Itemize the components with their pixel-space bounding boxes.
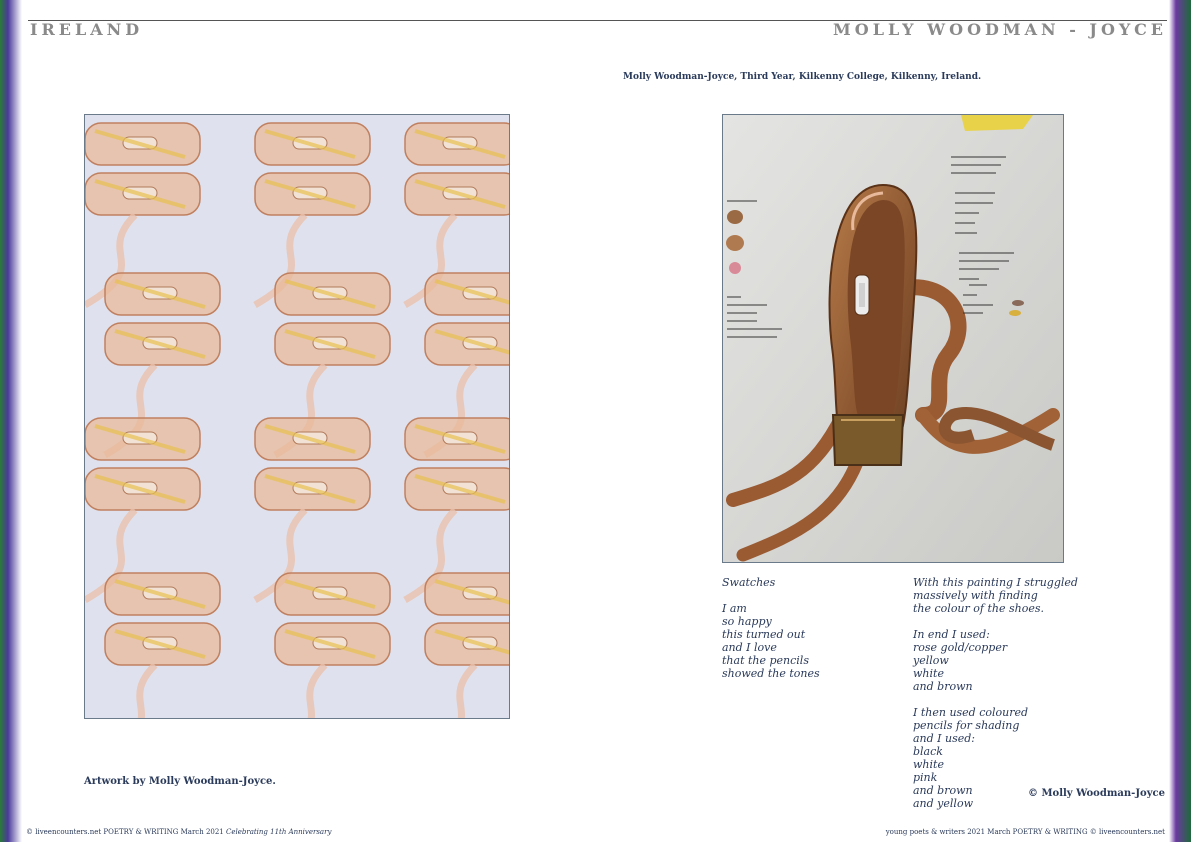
- poem-right-column: With this painting I struggled massively with finding the colour of the shoes. In end I used: rose gold/copper yellow white and brown I then used coloured pencils for shading and I used: black white pink and brown and yellow: [913, 576, 1078, 810]
- footer-left-main: © liveencounters.net POETRY & WRITING March 2021: [26, 828, 226, 836]
- artwork-pointe-shoes-pattern: [84, 114, 510, 719]
- pointe-shoe-sketch: [105, 273, 220, 315]
- footer-right: young poets & writers 2021 March POETRY & WRITING © liveencounters.net: [885, 828, 1165, 836]
- copyright-notice: © Molly Woodman-Joyce: [1027, 788, 1165, 799]
- pointe-shoe-sketch: [405, 123, 509, 165]
- pointe-shoe-sketch: [85, 173, 200, 215]
- pointe-shoe-sketch: [275, 323, 390, 365]
- magazine-page: [22, 0, 1169, 842]
- pointe-shoe-sketch: [85, 468, 200, 510]
- pointe-shoe-sketch: [275, 273, 390, 315]
- pointe-shoe-sketch: [405, 173, 509, 215]
- pointe-shoe-sketch: [105, 573, 220, 615]
- author-caption: Molly Woodman-Joyce, Third Year, Kilkenny College, Kilkenny, Ireland.: [623, 72, 982, 82]
- pointe-shoe-sketch: [105, 323, 220, 365]
- pointe-shoe-sketch: [255, 173, 370, 215]
- pointe-shoe-sketch: [85, 418, 200, 460]
- pointe-shoe-sketch: [425, 273, 509, 315]
- footer-left: [26, 828, 331, 836]
- section-title: IRELAND: [30, 20, 144, 39]
- footer-left-italic: Celebrating 11th Anniversary: [225, 828, 332, 836]
- pointe-shoe-sketch: [405, 418, 509, 460]
- artwork-pointe-shoe-painting: [722, 114, 1064, 563]
- pointe-shoe-sketch: [255, 418, 370, 460]
- pointe-shoe-sketch: [405, 468, 509, 510]
- pointe-shoe-sketch: [425, 623, 509, 665]
- pointe-shoe-sketch: [425, 573, 509, 615]
- pointe-shoe-sketch: [275, 623, 390, 665]
- pointe-shoe-sketch: [425, 323, 509, 365]
- artwork-credit: Artwork by Molly Woodman-Joyce.: [84, 776, 276, 787]
- pointe-shoe-sketch: [255, 123, 370, 165]
- author-title: MOLLY WOODMAN - JOYCE: [833, 20, 1167, 39]
- pointe-shoe-sketch: [255, 468, 370, 510]
- poem-left-column: Swatches I am so happy this turned out and I love that the pencils showed the tones: [722, 576, 820, 680]
- pointe-shoe-sketch: [275, 573, 390, 615]
- pointe-shoe-sketch: [85, 123, 200, 165]
- pointe-shoe-sketch: [105, 623, 220, 665]
